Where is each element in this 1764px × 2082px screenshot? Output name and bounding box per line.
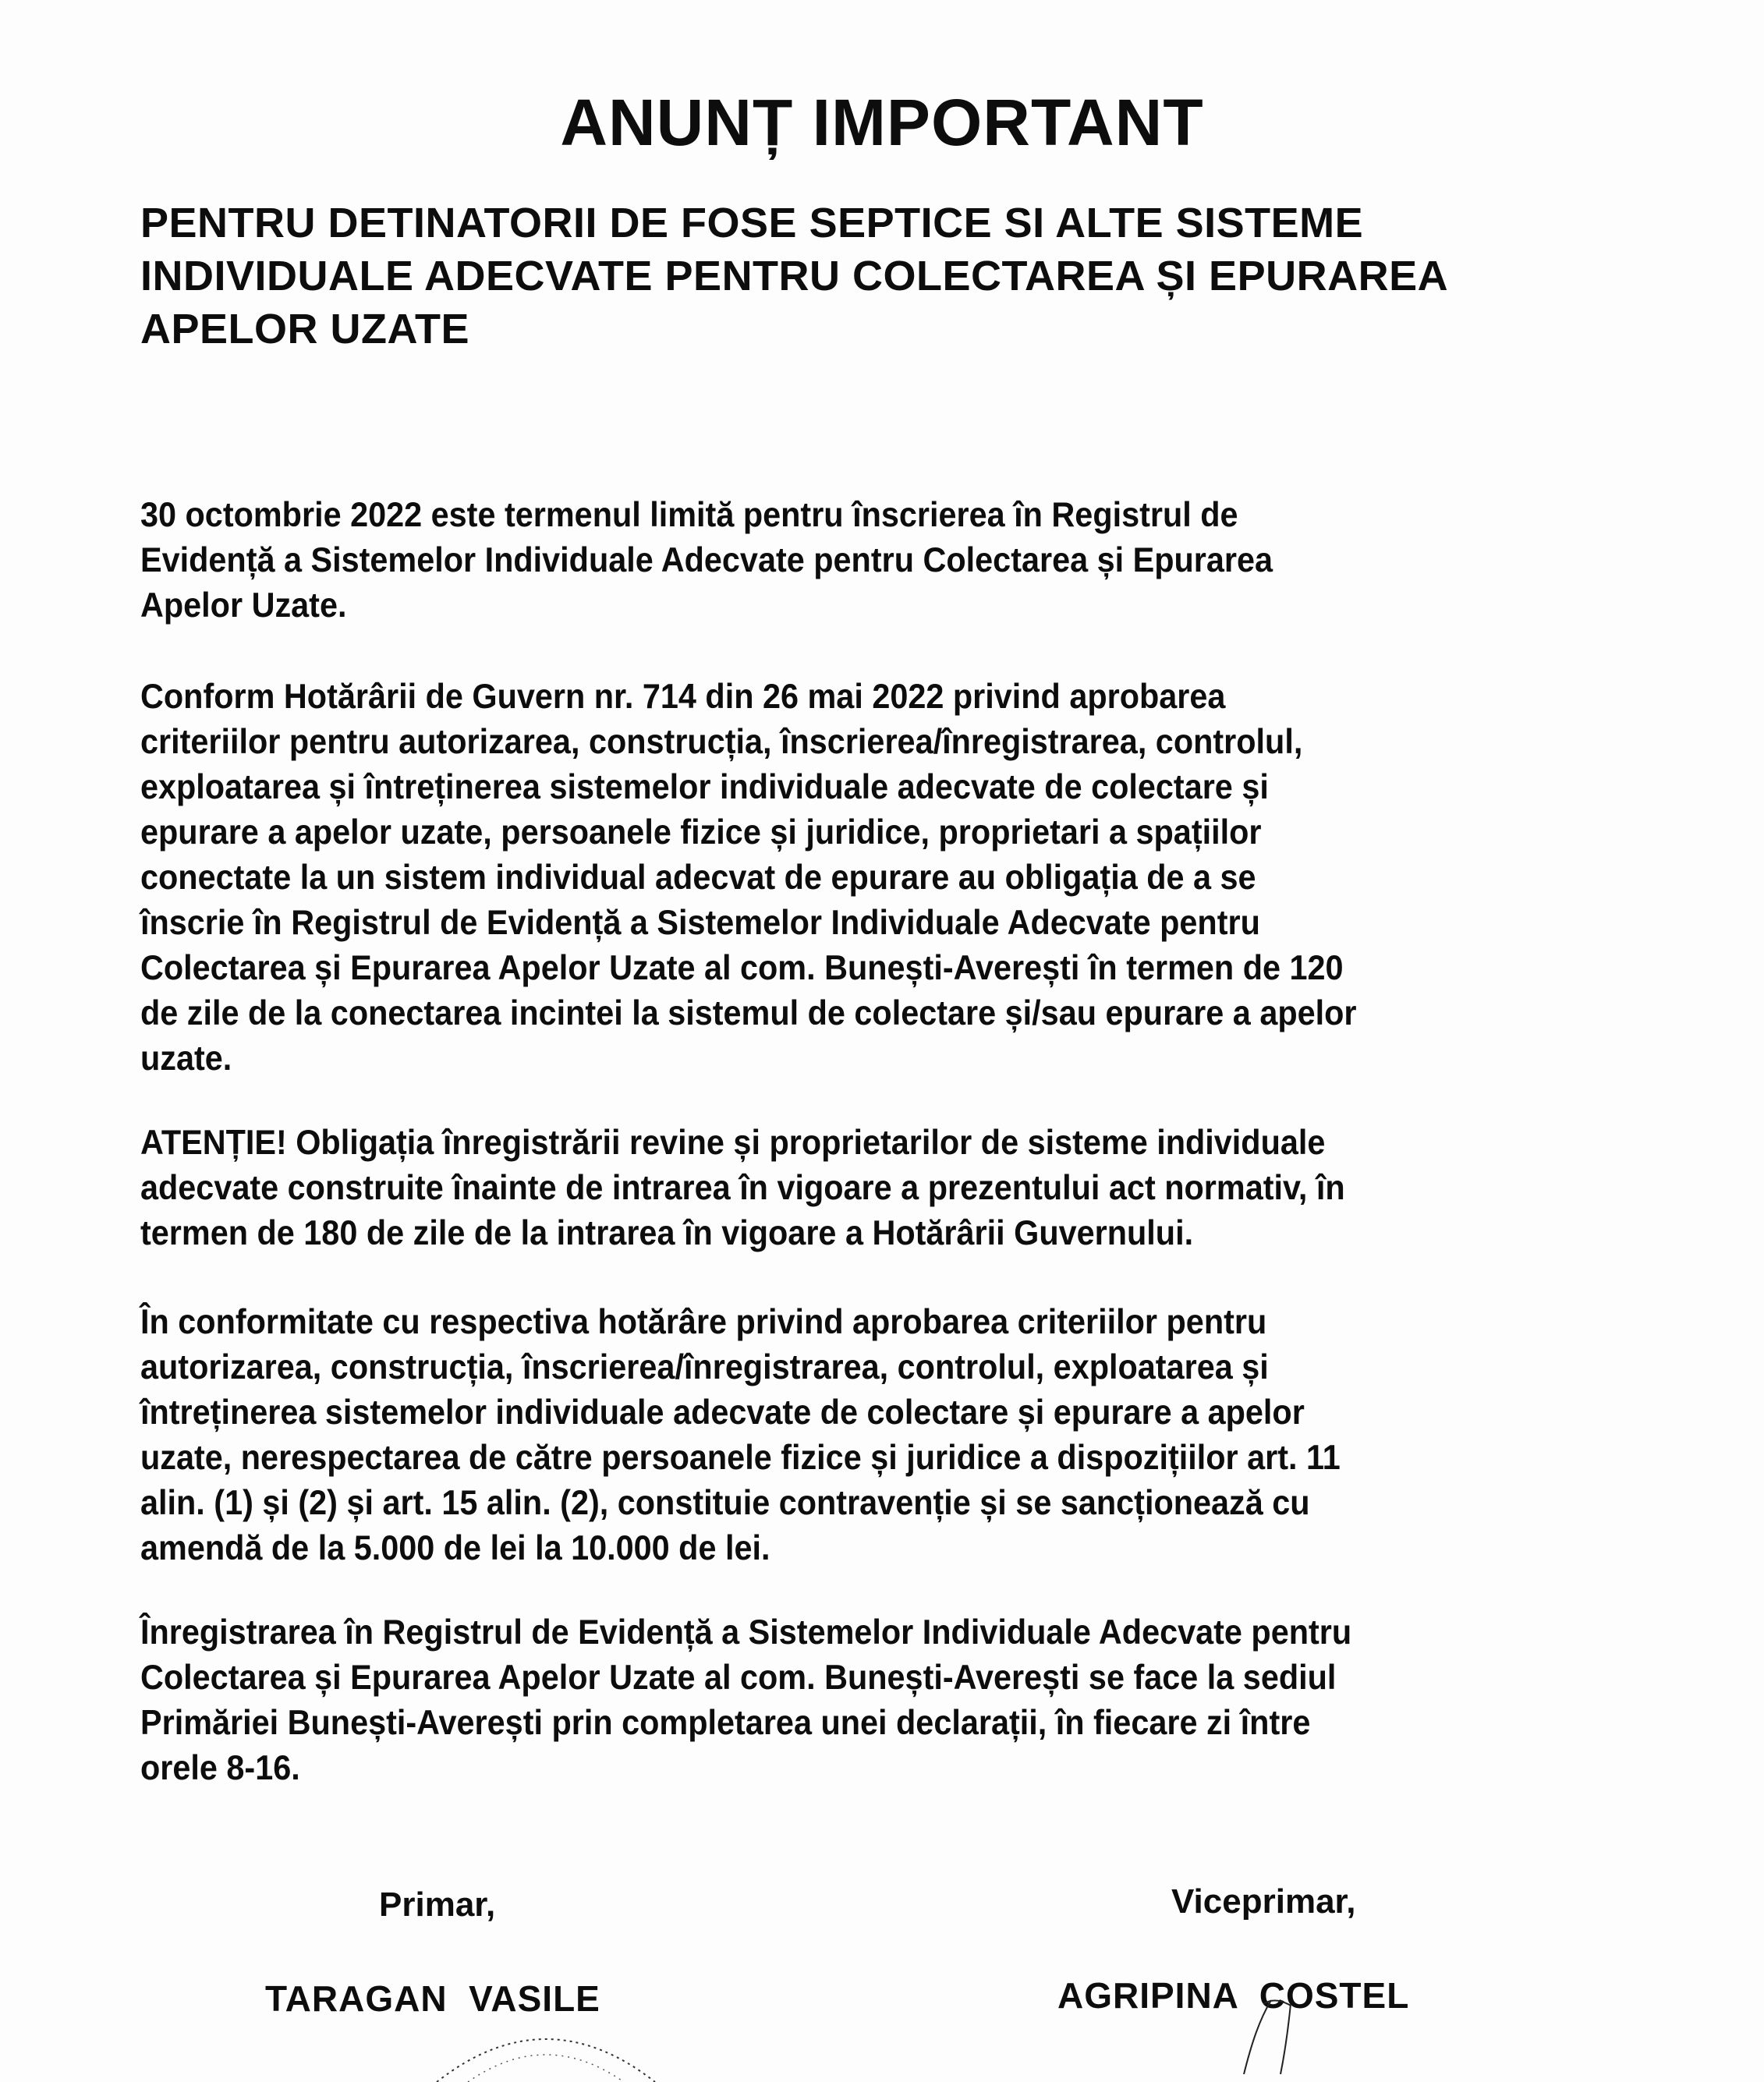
text-line: adecvate construite înainte de intrarea în vigoare a prezentului act normativ, în [140, 1169, 1345, 1207]
text-line: uzate, nerespectarea de către persoanele fizice și juridice a dispozițiilor art. 11 [140, 1439, 1341, 1477]
document-title: ANUNȚ IMPORTANT [560, 86, 1204, 159]
deputy-mayor-name: AGRIPINA COSTEL [1057, 1975, 1410, 2016]
signature-icon [1217, 1996, 1341, 2074]
text-line: exploatarea și întreținerea sistemelor individuale adecvate de colectare și [140, 768, 1269, 806]
document-subtitle [140, 197, 1622, 356]
paragraph-deadline [140, 493, 1533, 628]
text-line: înscrie în Registrul de Evidență a Sistemelor Individuale Adecvate pentru [140, 904, 1260, 942]
text-line: ATENȚIE! Obligația înregistrării revine și proprietarilor de sisteme individuale [140, 1124, 1326, 1162]
text-line: criteriilor pentru autorizarea, construcția, înscrierea/înregistrarea, controlul, [140, 723, 1303, 761]
deputy-mayor-role-label: Viceprimar, [1171, 1882, 1356, 1921]
text-line: uzate. [140, 1039, 232, 1078]
paragraph-attention [140, 1121, 1533, 1256]
paragraph-penalties [140, 1300, 1533, 1571]
text-line: orele 8-16. [140, 1749, 300, 1787]
text-line: conectate la un sistem individual adecvat de epurare au obligația de a se [140, 859, 1256, 897]
text-line: amendă de la 5.000 de lei la 10.000 de lei. [140, 1529, 770, 1567]
text-line: Înregistrarea în Registrul de Evidență a Sistemelor Individuale Adecvate pentru [140, 1613, 1352, 1652]
subtitle-line: APELOR UZATE [140, 306, 469, 352]
text-line: alin. (1) și (2) și art. 15 alin. (2), constituie contravenție și se sancționează cu [140, 1484, 1310, 1522]
text-line: Evidență a Sistemelor Individuale Adecvate pentru Colectarea și Epurarea [140, 541, 1273, 579]
text-line: Colectarea și Epurarea Apelor Uzate al com. Bunești-Averești se face la sediul [140, 1659, 1337, 1697]
text-line: Colectarea și Epurarea Apelor Uzate al com. Bunești-Averești în termen de 120 [140, 949, 1344, 987]
text-line: termen de 180 de zile de la intrarea în vigoare a Hotărârii Guvernului. [140, 1214, 1194, 1252]
text-line: de zile de la conectarea incintei la sistemul de colectare și/sau epurare a apelor [140, 994, 1357, 1032]
text-line: Apelor Uzate. [140, 586, 347, 625]
text-line: Conform Hotărârii de Guvern nr. 714 din 26 mai 2022 privind aprobarea [140, 678, 1226, 716]
paragraph-registration [140, 1610, 1533, 1791]
subtitle-line: INDIVIDUALE ADECVATE PENTRU COLECTAREA ȘI EPURAREA [140, 253, 1449, 299]
text-line: Primăriei Bunești-Averești prin completarea unei declarații, în fiecare zi între [140, 1704, 1311, 1742]
mayor-role-label: Primar, [379, 1885, 496, 1924]
text-line: În conformitate cu respectiva hotărâre privind aprobarea criteriilor pentru [140, 1303, 1267, 1341]
mayor-name: TARAGAN VASILE [265, 1978, 600, 2019]
subtitle-line: PENTRU DETINATORII DE FOSE SEPTICE SI ALTE SISTEME [140, 200, 1364, 246]
text-line: întreținerea sistemelor individuale adecvate de colectare și epurare a apelor [140, 1393, 1305, 1432]
official-stamp-icon [421, 2020, 671, 2082]
text-line: autorizarea, construcția, înscrierea/înregistrarea, controlul, exploatarea și [140, 1348, 1269, 1386]
text-line: epurare a apelor uzate, persoanele fizice și juridice, proprietari a spațiilor [140, 813, 1262, 852]
text-line: 30 octombrie 2022 este termenul limită pentru înscrierea în Registrul de [140, 496, 1238, 534]
paragraph-legal-basis [140, 675, 1533, 1082]
